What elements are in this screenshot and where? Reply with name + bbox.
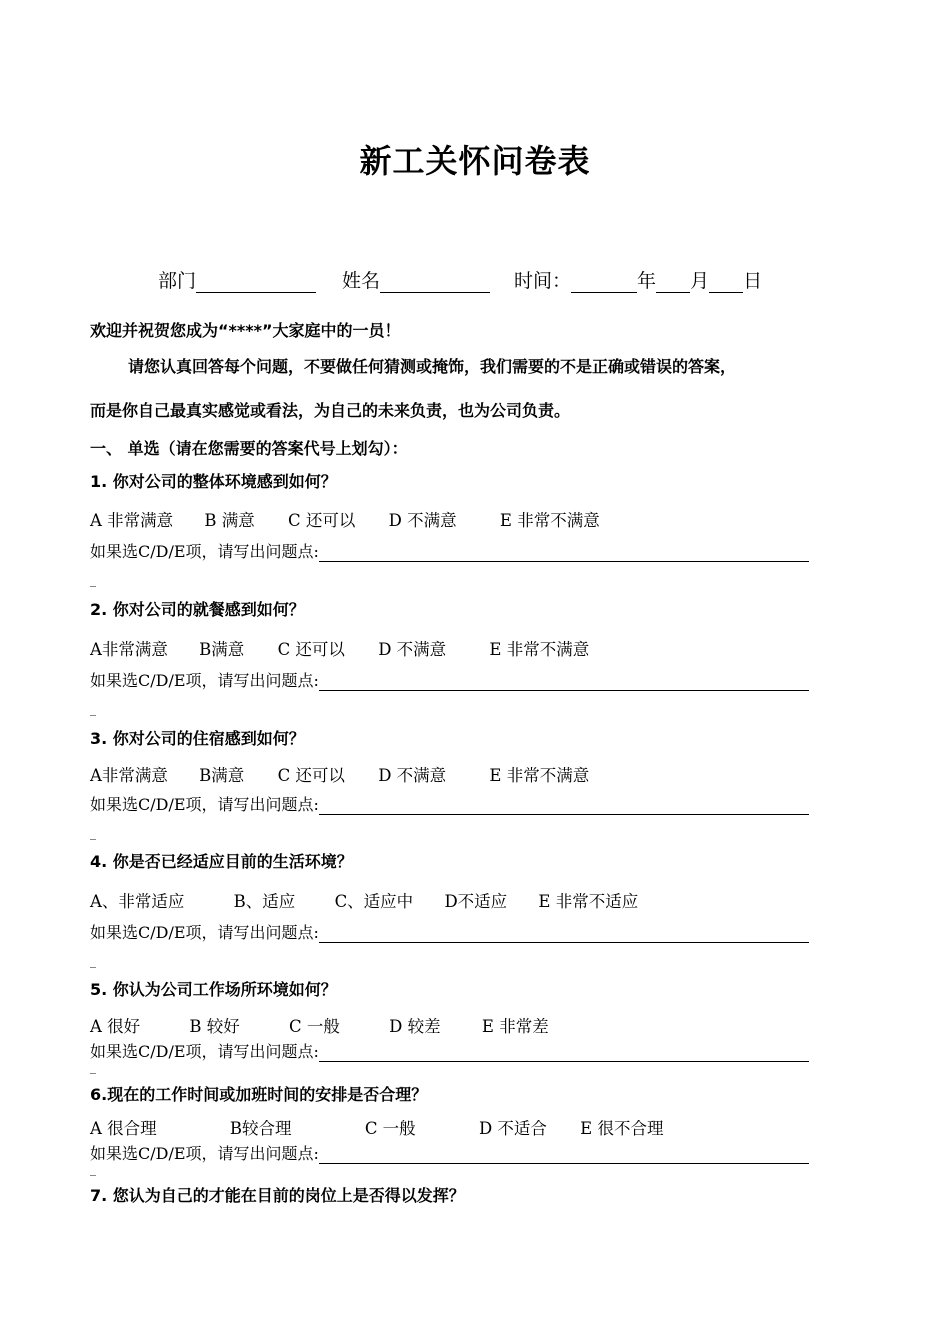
name-label: 姓名 — [342, 270, 381, 292]
tail-mark: _ — [90, 826, 96, 840]
follow-up-3 — [90, 792, 809, 815]
follow-up-input[interactable] — [319, 673, 809, 691]
option-b[interactable]: B 满意 — [204, 511, 255, 530]
name-field[interactable] — [380, 272, 490, 293]
option-c[interactable]: C 还可以 — [277, 766, 345, 785]
question-6: 6.现在的工作时间或加班时间的安排是否合理？ — [90, 1085, 428, 1104]
follow-up-2 — [90, 668, 809, 691]
follow-up-input[interactable] — [319, 797, 809, 815]
option-c[interactable]: C 一般 — [364, 1119, 416, 1138]
department-field[interactable] — [196, 272, 316, 293]
option-e[interactable]: E 非常不满意 — [499, 511, 600, 530]
year-label: 年 — [637, 270, 657, 292]
option-c[interactable]: C 还可以 — [288, 511, 356, 530]
follow-up-input[interactable] — [319, 1146, 809, 1164]
option-b[interactable]: B较合理 — [229, 1119, 292, 1138]
department-label: 部门 — [158, 270, 197, 292]
instruction-line-2: 而是你自己最真实感觉或看法，为自己的未来负责，也为公司负责。 — [90, 401, 571, 420]
follow-up-input[interactable] — [319, 544, 809, 562]
tail-mark: _ — [90, 954, 96, 968]
option-a[interactable]: A 非常满意 — [90, 511, 174, 530]
tail-mark: _ — [90, 573, 96, 587]
question-2-options — [90, 636, 589, 660]
follow-up-5 — [90, 1039, 809, 1062]
option-a[interactable]: A 很好 — [90, 1017, 141, 1036]
option-b[interactable]: B 较好 — [189, 1017, 240, 1036]
option-e[interactable]: E 非常不满意 — [489, 640, 590, 659]
option-e[interactable]: E 非常不适应 — [538, 892, 639, 911]
option-d[interactable]: D 不满意 — [388, 511, 457, 530]
question-1: 1. 你对公司的整体环境感到如何？ — [90, 472, 337, 491]
follow-up-label: 如果选C/D/E项，请写出问题点: — [90, 671, 319, 690]
option-a[interactable]: A、非常适应 — [90, 892, 185, 911]
option-c[interactable]: C、适应中 — [334, 892, 414, 911]
question-7: 7. 您认为自己的才能在目前的岗位上是否得以发挥？ — [90, 1186, 465, 1205]
day-label: 日 — [743, 270, 763, 292]
option-d[interactable]: D 较差 — [389, 1017, 441, 1036]
header-fields — [158, 266, 762, 293]
year-field[interactable] — [571, 272, 637, 293]
option-d[interactable]: D不适应 — [444, 892, 508, 911]
option-a[interactable]: A非常满意 — [90, 640, 168, 659]
follow-up-label: 如果选C/D/E项，请写出问题点: — [90, 542, 319, 561]
follow-up-6 — [90, 1141, 809, 1164]
question-2: 2. 你对公司的就餐感到如何？ — [90, 600, 305, 619]
option-a[interactable]: A 很合理 — [90, 1119, 157, 1138]
instruction-line-1: 请您认真回答每个问题，不要做任何猜测或掩饰，我们需要的不是正确或错误的答案， — [128, 357, 737, 376]
option-c[interactable]: C 一般 — [289, 1017, 340, 1036]
day-field[interactable] — [709, 272, 743, 293]
tail-mark: _ — [90, 702, 96, 716]
question-3-options — [90, 762, 589, 786]
welcome-text: 欢迎并祝贺您成为“****”大家庭中的一员！ — [90, 321, 401, 340]
option-b[interactable]: B满意 — [199, 766, 245, 785]
option-e[interactable]: E 非常不满意 — [489, 766, 590, 785]
follow-up-label: 如果选C/D/E项，请写出问题点: — [90, 795, 319, 814]
follow-up-input[interactable] — [319, 925, 809, 943]
follow-up-label: 如果选C/D/E项，请写出问题点: — [90, 1144, 319, 1163]
option-d[interactable]: D 不满意 — [378, 766, 447, 785]
option-e[interactable]: E 非常差 — [481, 1017, 549, 1036]
month-field[interactable] — [656, 272, 690, 293]
question-5-options — [90, 1013, 549, 1037]
option-e[interactable]: E 很不合理 — [580, 1119, 664, 1138]
question-5: 5. 你认为公司工作场所环境如何？ — [90, 980, 337, 999]
option-d[interactable]: D 不适合 — [478, 1119, 547, 1138]
question-4: 4. 你是否已经适应目前的生活环境？ — [90, 852, 353, 871]
option-b[interactable]: B、适应 — [233, 892, 296, 911]
question-3: 3. 你对公司的住宿感到如何？ — [90, 729, 305, 748]
follow-up-1 — [90, 539, 809, 562]
question-4-options — [90, 888, 638, 912]
option-d[interactable]: D 不满意 — [378, 640, 447, 659]
option-c[interactable]: C 还可以 — [277, 640, 345, 659]
follow-up-input[interactable] — [319, 1044, 809, 1062]
question-6-options — [90, 1115, 663, 1139]
time-label: 时间： — [514, 270, 572, 292]
section-title: 一、 单选（请在您需要的答案代号上划勾）： — [90, 439, 408, 458]
follow-up-4 — [90, 920, 809, 943]
month-label: 月 — [690, 270, 710, 292]
question-1-options — [90, 507, 600, 531]
follow-up-label: 如果选C/D/E项，请写出问题点: — [90, 923, 319, 942]
option-a[interactable]: A非常满意 — [90, 766, 168, 785]
option-b[interactable]: B满意 — [199, 640, 245, 659]
tail-mark: _ — [90, 1162, 96, 1176]
tail-mark: _ — [90, 1060, 96, 1074]
follow-up-label: 如果选C/D/E项，请写出问题点: — [90, 1042, 319, 1061]
page-title: 新工关怀问卷表 — [359, 142, 591, 180]
